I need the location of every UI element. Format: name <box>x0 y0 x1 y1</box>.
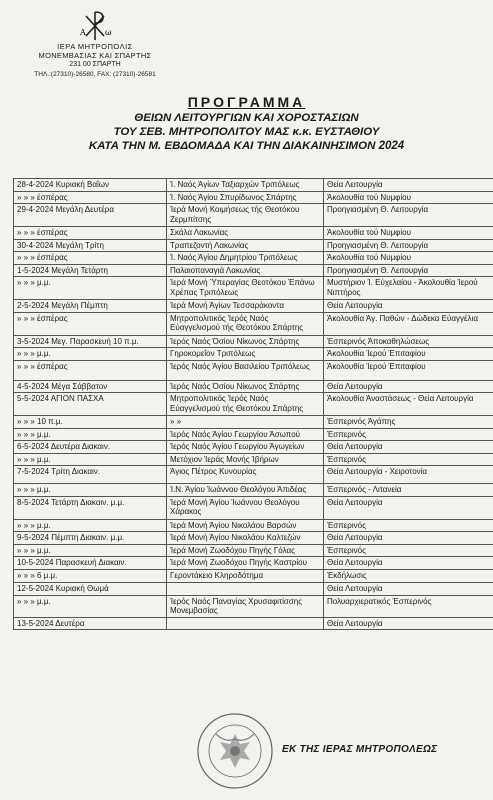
schedule-place-cell: Γηροκομεΐον Τριπόλεως <box>167 348 324 361</box>
schedule-service-cell: Θεία Λειτουργία <box>324 380 493 393</box>
letterhead-address: 231 00 ΣΠΑΡΤΗ <box>69 61 121 68</box>
schedule-service-cell: Θεία Λειτουργία <box>324 617 493 630</box>
schedule-place-cell: Μητροπολιτικός Ίερός Ναός Εύαγγελισμού τής Θεοτόκου Σπάρτης <box>167 393 324 416</box>
schedule-date-cell: » » » μ.μ. <box>14 544 167 557</box>
schedule-place-cell: Ίερός Ναός Όσίου Νίκωνος Σπάρτης <box>167 335 324 348</box>
schedule-place-cell: Ί. Ναός Άγίων Ταξιαρχών Τριπόλεως <box>167 179 324 192</box>
schedule-row <box>14 557 493 570</box>
schedule-date-cell: » » » 10 π.μ. <box>14 416 167 429</box>
schedule-service-cell: Θεία Λειτουργία <box>324 557 493 570</box>
schedule-row <box>14 179 493 192</box>
schedule-service-cell: Άκολουθία τού Νυμφίου <box>324 191 493 204</box>
schedule-service-cell: Άκολουθία τού Νυμφίου <box>324 227 493 240</box>
schedule-row <box>14 441 493 454</box>
schedule-service-cell: Θεία Λειτουργία - Χειροτονία <box>324 466 493 484</box>
schedule-service-cell: Άκολουθία Άναστάσεως - Θεία Λειτουργία <box>324 393 493 416</box>
schedule-table <box>13 178 493 630</box>
schedule-place-cell <box>167 582 324 595</box>
schedule-date-cell: » » » μ.μ. <box>14 484 167 497</box>
schedule-service-cell: Θεία Λειτουργία <box>324 441 493 454</box>
svg-text:ω: ω <box>105 28 112 37</box>
schedule-row <box>14 393 493 416</box>
schedule-date-cell: 2-5-2024 Μεγάλη Πέμπτη <box>14 300 167 313</box>
schedule-place-cell: Γεροντάκειο Κληροδότημα <box>167 570 324 583</box>
schedule-row <box>14 484 493 497</box>
schedule-service-cell: Έσπερινός Άγάπης <box>324 416 493 429</box>
schedule-place-cell: » » <box>167 416 324 429</box>
schedule-service-cell: Θεία Λειτουργία <box>324 582 493 595</box>
schedule-date-cell: 4-5-2024 Μέγα Σάββατον <box>14 380 167 393</box>
schedule-service-cell: Έσπερινός <box>324 453 493 466</box>
schedule-date-cell: » » » έσπέρας <box>14 227 167 240</box>
schedule-row <box>14 348 493 361</box>
schedule-row <box>14 380 493 393</box>
schedule-place-cell: Παλαιοπαναγιά Λακωνίας <box>167 264 324 277</box>
schedule-service-cell: Θεία Λειτουργία <box>324 496 493 519</box>
heading-line-1: ΘΕΙΩΝ ΛΕΙΤΟΥΡΓΙΩΝ ΚΑΙ ΧΟΡΟΣΤΑΣΙΩΝ <box>134 112 359 124</box>
schedule-date-cell: » » » έσπέρας <box>14 312 167 335</box>
heading-line-2: ΤΟΥ ΣΕΒ. ΜΗΤΡΟΠΟΛΙΤΟΥ ΜΑΣ κ.κ. ΕΥΣΤΑΘΙΟΥ <box>113 126 380 138</box>
schedule-service-cell: Έσπερινός <box>324 544 493 557</box>
schedule-service-cell: Έσπερινός <box>324 428 493 441</box>
heading-line-3: ΚΑΤΑ ΤΗΝ Μ. ΕΒΔΟΜΑΔΑ ΚΑΙ ΤΗΝ ΔΙΑΚΑΙΝΗΣΙΜΟΝ 2024 <box>88 140 405 152</box>
schedule-service-cell: Θεία Λειτουργία <box>324 532 493 545</box>
schedule-place-cell: Ίερά Μονή Ζωοδόχου Πηγής Καστρίου <box>167 557 324 570</box>
schedule-date-cell: » » » έσπέρας <box>14 360 167 380</box>
svg-text:A: A <box>80 28 86 37</box>
schedule-date-cell: 7-5-2024 Τρίτη Διακαιν. <box>14 466 167 484</box>
schedule-place-cell: Ίερός Ναός Άγίου Βασιλείου Τριπόλεως <box>167 360 324 380</box>
schedule-row <box>14 617 493 630</box>
schedule-row <box>14 312 493 335</box>
schedule-place-cell: Μητροπολιτικός Ίερός Ναός Εύαγγελισμού τής Θεοτόκου Σπάρτης <box>167 312 324 335</box>
schedule-place-cell: Ίερά Μονή Άγίου Ίωάννου Θεολόγου Χάρακος <box>167 496 324 519</box>
schedule-date-cell: » » » μ.μ. <box>14 595 167 617</box>
schedule-place-cell: Ίερά Μονή Κοιμήσεως τής Θεοτόκου Ζερμπίτσης <box>167 204 324 227</box>
metropolis-seal-icon <box>196 712 274 790</box>
schedule-date-cell: » » » μ.μ. <box>14 277 167 300</box>
schedule-place-cell: Ί. Ναός Άγίου Σπυρίδωνος Σπάρτης <box>167 191 324 204</box>
schedule-row <box>14 416 493 429</box>
schedule-row <box>14 466 493 484</box>
schedule-place-cell: Σκάλα Λακωνίας <box>167 227 324 240</box>
schedule-row <box>14 204 493 227</box>
letterhead-line-2: ΜΟΝΕΜΒΑΣΙΑΣ ΚΑΙ ΣΠΑΡΤΗΣ <box>38 51 152 60</box>
schedule-row <box>14 582 493 595</box>
schedule-place-cell: Άγιος Πέτρος Κυνουρίας <box>167 466 324 484</box>
schedule-row <box>14 300 493 313</box>
schedule-date-cell: 13-5-2024 Δευτέρα <box>14 617 167 630</box>
schedule-date-cell: » » » 6 μ.μ. <box>14 570 167 583</box>
schedule-row <box>14 239 493 252</box>
schedule-place-cell: Ίερά Μονή Ύπεραγίας Θεοτόκου Έπάνω Χρέπας Τριπόλεως <box>167 277 324 300</box>
schedule-row <box>14 570 493 583</box>
schedule-service-cell: Θεία Λειτουργία <box>324 300 493 313</box>
schedule-service-cell: Προηγιασμένη Θ. Λειτουργία <box>324 264 493 277</box>
schedule-place-cell <box>167 617 324 630</box>
schedule-place-cell: Ίερός Ναός Άγίου Γεωργίου Άγωγείων <box>167 441 324 454</box>
schedule-place-cell: Ί. Ναός Άγίου Δημητρίου Τριπόλεως <box>167 252 324 265</box>
schedule-date-cell: 28-4-2024 Κυριακή Βαΐων <box>14 179 167 192</box>
schedule-date-cell: » » » μ.μ. <box>14 348 167 361</box>
letterhead-line-1: ΙΕΡΑ ΜΗΤΡΟΠΟΛΙΣ <box>57 42 133 51</box>
schedule-service-cell: Άκολουθία τού Νυμφίου <box>324 252 493 265</box>
schedule-service-cell: Άκολουθία Άγ. Παθών - Δώδεκα Εύαγγέλια <box>324 312 493 335</box>
schedule-service-cell: Προηγιασμένη Θ. Λειτουργία <box>324 239 493 252</box>
schedule-row <box>14 360 493 380</box>
schedule-place-cell: Ίερός Ναός Παναγίας Χρυσαφιτίσσης Μονεμβασίας <box>167 595 324 617</box>
schedule-place-cell: Ίερά Μονή Άγίου Νικολάου Βαρσών <box>167 519 324 532</box>
schedule-service-cell: Έσπερινός - Λιτανεία <box>324 484 493 497</box>
schedule-date-cell: 9-5-2024 Πέμπτη Διακαιν. μ.μ. <box>14 532 167 545</box>
document-title: ΠΡΟΓΡΑΜΜΑ <box>187 94 306 110</box>
schedule-date-cell: 29-4-2024 Μεγάλη Δευτέρα <box>14 204 167 227</box>
schedule-row <box>14 428 493 441</box>
schedule-date-cell: 10-5-2024 Παρασκευή Διακαιν. <box>14 557 167 570</box>
schedule-row <box>14 496 493 519</box>
schedule-date-cell: » » » μ.μ. <box>14 519 167 532</box>
schedule-place-cell: Ίερός Ναός Άγίου Γεωργίου Άσωπού <box>167 428 324 441</box>
schedule-row <box>14 519 493 532</box>
schedule-service-cell: Πολυαρχιερατικός Έσπερινός <box>324 595 493 617</box>
document-heading <box>0 94 493 153</box>
schedule-date-cell: 1-5-2024 Μεγάλη Τετάρτη <box>14 264 167 277</box>
schedule-row <box>14 532 493 545</box>
schedule-date-cell: 8-5-2024 Τετάρτη Διακαιν. μ.μ. <box>14 496 167 519</box>
schedule-row <box>14 227 493 240</box>
schedule-date-cell: 6-5-2024 Δευτέρα Διακαιν. <box>14 441 167 454</box>
schedule-date-cell: 3-5-2024 Μεγ. Παρασκευή 10 π.μ. <box>14 335 167 348</box>
chi-rho-emblem-icon <box>20 8 170 42</box>
schedule-row <box>14 544 493 557</box>
schedule-row <box>14 191 493 204</box>
schedule-date-cell: 12-5-2024 Κυριακή Θωμά <box>14 582 167 595</box>
letterhead-contact: ΤΗΛ.:(27310)-26580, FAX: (27310)-26581 <box>34 71 156 78</box>
schedule-row <box>14 335 493 348</box>
schedule-date-cell: » » » μ.μ. <box>14 453 167 466</box>
schedule-date-cell: » » » έσπέρας <box>14 191 167 204</box>
schedule-place-cell: Ίερά Μονή Άγίων Τεσσαράκοντα <box>167 300 324 313</box>
schedule-row <box>14 277 493 300</box>
schedule-date-cell: 30-4-2024 Μεγάλη Τρίτη <box>14 239 167 252</box>
schedule-place-cell: Ί.Ν. Άγίου Ίωάννου Θεολόγου Άπιδέας <box>167 484 324 497</box>
schedule-place-cell: Ίερά Μονή Ζωοδόχου Πηγής Γόλας <box>167 544 324 557</box>
schedule-service-cell: Έκδήλωσις <box>324 570 493 583</box>
schedule-date-cell: » » » έσπέρας <box>14 252 167 265</box>
schedule-service-cell: Προηγιασμένη Θ. Λειτουργία <box>324 204 493 227</box>
signature-line: ΕΚ ΤΗΣ ΙΕΡΑΣ ΜΗΤΡΟΠΟΛΕΩΣ <box>282 744 438 755</box>
schedule-row <box>14 252 493 265</box>
schedule-row <box>14 595 493 617</box>
schedule-service-cell: Άκολουθία Ίερού Έπιταφίου <box>324 360 493 380</box>
schedule-row <box>14 264 493 277</box>
schedule-place-cell: Ίερός Ναός Όσίου Νίκωνος Σπάρτης <box>167 380 324 393</box>
schedule-place-cell: Τραπεζοντή Λακωνίας <box>167 239 324 252</box>
schedule-service-cell: Έσπερινός Άποκαθηλώσεως <box>324 335 493 348</box>
letterhead <box>20 8 170 79</box>
schedule-service-cell: Μυστήριον Ί. Εύχελαίου - Άκολουθία Ίερού Νιπτήρος <box>324 277 493 300</box>
schedule-date-cell: » » » μ.μ. <box>14 428 167 441</box>
schedule-service-cell: Άκολουθία Ίερού Έπιταφίου <box>324 348 493 361</box>
schedule-service-cell: Έσπερινός <box>324 519 493 532</box>
schedule-date-cell: 5-5-2024 ΑΓΙΟΝ ΠΑΣΧΑ <box>14 393 167 416</box>
schedule-row <box>14 453 493 466</box>
schedule-place-cell: Μετόχιον Ίεράς Μονής Ίβήρων <box>167 453 324 466</box>
schedule-service-cell: Θεία Λειτουργία <box>324 179 493 192</box>
schedule-place-cell: Ίερά Μονή Άγίου Νικολάου Καλτεζών <box>167 532 324 545</box>
